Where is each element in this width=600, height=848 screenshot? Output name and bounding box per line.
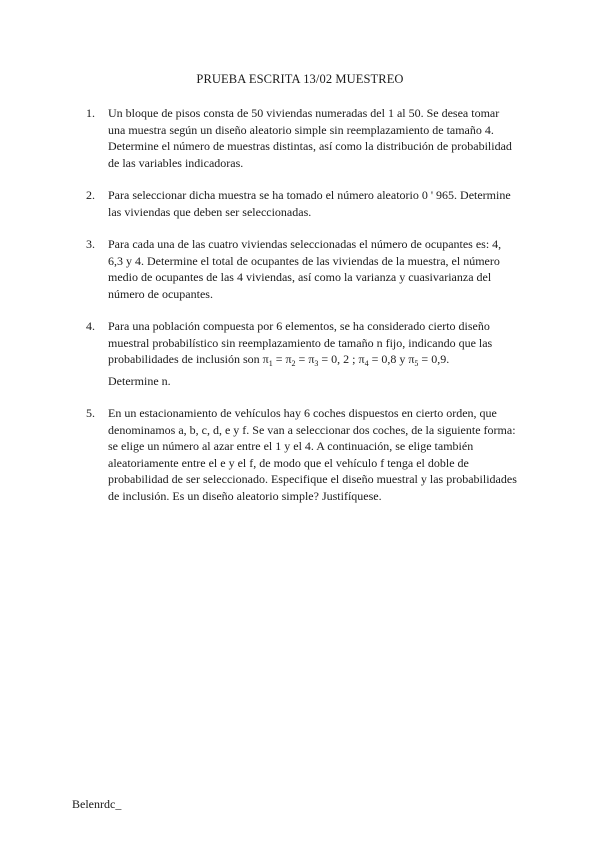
inclusion-value: = 0,8 y	[368, 352, 409, 366]
subscript: 2	[291, 359, 296, 368]
question-text: En un estacionamiento de vehículos hay 6 coches dispuestos en cierto orden, que denominamos a, b, c, d, e y f. Se van a seleccionar dos coches, de la siguiente forma: se elige un número al azar entre el 1 y el 4. A continuación, se elige también aleatoriamente entre el e y el f, de modo que el vehículo f tenga el doble de probabilidad de ser seleccionado. Especifique el diseño muestral y las probabilidades de inclusión. Es un diseño aleatorio simple? Justifíquese.	[108, 406, 517, 503]
question-number: 5.	[86, 406, 95, 420]
question-number: 4.	[86, 319, 95, 333]
subscript: 4	[364, 359, 369, 368]
subscript: 3	[314, 359, 319, 368]
question-4	[88, 318, 518, 389]
author-signature: Belenrdc_	[72, 797, 122, 811]
subscript: 5	[414, 359, 419, 368]
question-text-intro: Para una población compuesta por 6 elementos, se ha considerado cierto diseño muestral probabilístico sin reemplazamiento de tamaño n fijo, indicando que las probabilidades de inclusión son	[108, 319, 493, 366]
pi-symbol: π	[285, 352, 292, 366]
question-text	[108, 318, 518, 389]
pi-symbol: π	[262, 352, 269, 366]
equals-sign: =	[295, 352, 309, 366]
pi-symbol: π	[408, 352, 415, 366]
question-number: 1.	[86, 106, 95, 120]
pi-symbol: π	[308, 352, 315, 366]
inclusion-value: = 0,9.	[418, 352, 450, 366]
question-list	[88, 105, 518, 504]
equals-sign: =	[272, 352, 286, 366]
question-1	[88, 105, 518, 171]
question-number: 3.	[86, 237, 95, 251]
question-text: Para cada una de las cuatro viviendas seleccionadas el número de ocupantes es: 4, 6,3 y 4. Determine el total de ocupantes de las viviendas de la muestra, el número medio de ocupantes de las 4 viviendas, así como la varianza y cuasivarianza del número de ocupantes.	[108, 237, 502, 301]
question-text-outro: Determine n.	[108, 373, 171, 388]
inclusion-value: 0, 2 ;	[331, 352, 359, 366]
pi-symbol: π	[358, 352, 365, 366]
equals-sign: =	[318, 352, 332, 366]
question-number: 2.	[86, 188, 95, 202]
question-5	[88, 405, 518, 504]
question-2	[88, 187, 518, 220]
question-text: Para seleccionar dicha muestra se ha tomado el número aleatorio 0 ' 965. Determine las viviendas que deben ser seleccionadas.	[108, 188, 511, 219]
question-text: Un bloque de pisos consta de 50 viviendas numeradas del 1 al 50. Se desea tomar una muestra según un diseño aleatorio simple sin reemplazamiento de tamaño 4. Determine el número de muestras distintas, así como la distribución de probabilidad de las variables indicadoras.	[108, 106, 512, 170]
page-title: PRUEBA ESCRITA 13/02 MUESTREO	[196, 72, 404, 86]
subscript: 1	[268, 359, 273, 368]
question-3	[88, 236, 518, 302]
